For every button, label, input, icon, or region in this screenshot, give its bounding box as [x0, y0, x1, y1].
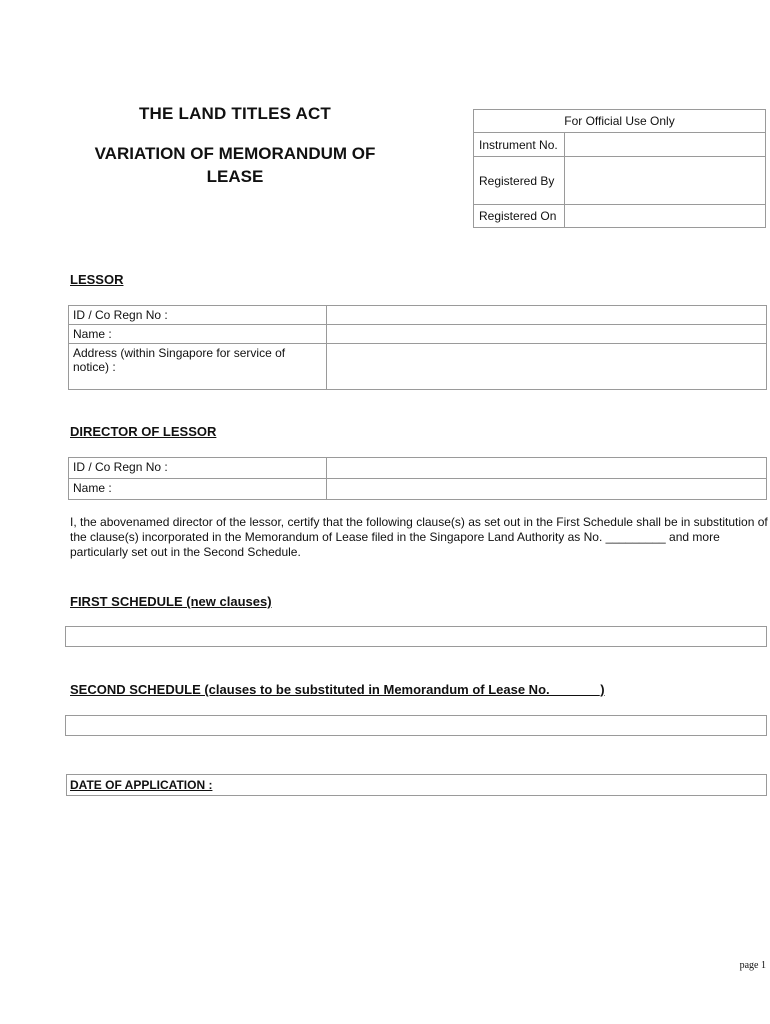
lessor-address-label: Address (within Singapore for service of notice) : — [69, 344, 327, 389]
lessor-name-label: Name : — [69, 325, 327, 343]
lessor-id-row — [69, 306, 766, 325]
registered-on-row — [474, 205, 765, 227]
lessor-name-row — [69, 325, 766, 344]
document-subtitle-line2: LEASE — [206, 167, 264, 186]
director-name-field[interactable] — [327, 479, 766, 499]
first-schedule-heading: FIRST SCHEDULE (new clauses) — [70, 594, 272, 609]
director-name-label: Name : — [69, 479, 327, 499]
instrument-no-label: Instrument No. — [474, 133, 565, 156]
page-number: page 1 — [739, 960, 766, 971]
registered-on-label: Registered On — [474, 205, 565, 227]
official-use-box — [473, 109, 766, 228]
second-schedule-field[interactable] — [65, 715, 767, 736]
first-schedule-field[interactable] — [65, 626, 767, 647]
lessor-address-row — [69, 344, 766, 389]
instrument-no-field[interactable] — [565, 133, 765, 156]
director-id-row — [69, 458, 766, 479]
registered-on-field[interactable] — [565, 205, 765, 227]
document-subtitle — [70, 142, 400, 188]
director-id-label: ID / Co Regn No : — [69, 458, 327, 478]
director-table — [68, 457, 767, 500]
date-of-application-field[interactable] — [66, 774, 767, 796]
director-name-row — [69, 479, 766, 499]
document-subtitle-line1: VARIATION OF MEMORANDUM OF — [94, 144, 376, 163]
director-id-field[interactable] — [327, 458, 766, 478]
instrument-no-row — [474, 133, 765, 157]
lessor-address-field[interactable] — [327, 344, 766, 389]
date-of-application-label: DATE OF APPLICATION : — [70, 778, 213, 792]
registered-by-field[interactable] — [565, 157, 765, 204]
lessor-id-label: ID / Co Regn No : — [69, 306, 327, 324]
registered-by-label: Registered By — [474, 157, 565, 204]
director-heading: DIRECTOR OF LESSOR — [70, 424, 217, 439]
second-schedule-heading: SECOND SCHEDULE (clauses to be substituted in Memorandum of Lease No. ___ ___) — [70, 682, 605, 697]
lessor-id-field[interactable] — [327, 306, 766, 324]
certification-text: I, the abovenamed director of the lessor, certify that the following clause(s) as set out in the First Schedule shall be in substitution of the clause(s) incorporated in the Memorandum of Lease filed in the Singapore Land Authority as No. _________ and more particularly set out in the Second Schedule. — [70, 515, 768, 559]
official-use-heading: For Official Use Only — [474, 110, 765, 133]
lessor-heading: LESSOR — [70, 272, 124, 287]
lessor-name-field[interactable] — [327, 325, 766, 343]
registered-by-row — [474, 157, 765, 205]
document-title: THE LAND TITLES ACT — [138, 104, 332, 123]
lessor-table — [68, 305, 767, 390]
